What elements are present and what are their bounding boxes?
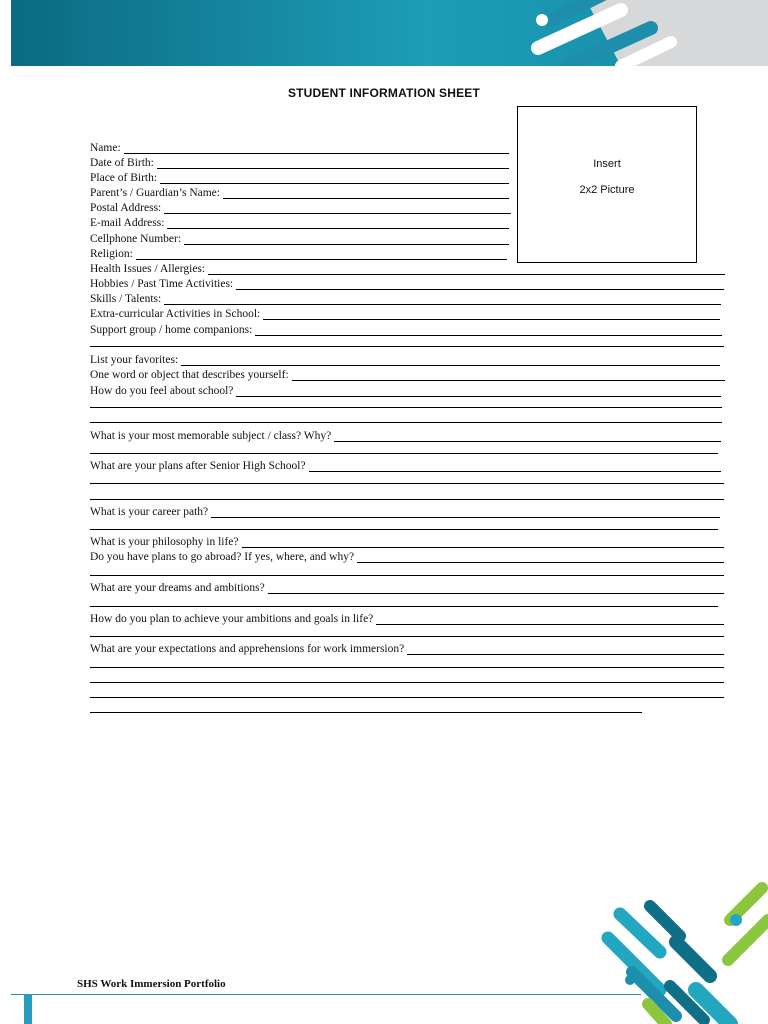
blank-line bbox=[124, 142, 509, 154]
blank-line bbox=[208, 263, 725, 275]
field-label: What are your dreams and ambitions? bbox=[90, 582, 265, 594]
field-support-group[interactable] bbox=[90, 322, 722, 336]
blank-line bbox=[223, 187, 509, 199]
field-label: Support group / home companions: bbox=[90, 324, 253, 336]
blank-line[interactable] bbox=[90, 499, 724, 500]
blank-line bbox=[255, 324, 722, 336]
field-guardian-name[interactable] bbox=[90, 185, 509, 199]
field-date-of-birth[interactable] bbox=[90, 155, 509, 169]
field-label: Postal Address: bbox=[90, 202, 162, 214]
blank-line bbox=[268, 582, 724, 594]
field-label: Health Issues / Allergies: bbox=[90, 263, 206, 275]
blank-line bbox=[167, 217, 509, 229]
field-expectations[interactable] bbox=[90, 641, 724, 655]
blank-line bbox=[242, 536, 724, 548]
blank-line[interactable] bbox=[90, 712, 642, 713]
blank-line bbox=[164, 293, 721, 305]
blank-line bbox=[236, 385, 721, 397]
field-health-issues[interactable] bbox=[90, 261, 725, 275]
field-memorable-subject[interactable] bbox=[90, 428, 721, 442]
photo-placeholder-line2: 2x2 Picture bbox=[579, 184, 635, 196]
blank-line bbox=[334, 430, 721, 442]
blank-line[interactable] bbox=[90, 667, 724, 668]
blank-line bbox=[164, 202, 511, 214]
blank-line bbox=[181, 354, 720, 366]
blank-line bbox=[376, 613, 724, 625]
field-name[interactable] bbox=[90, 140, 509, 154]
header-banner-graphic bbox=[11, 0, 768, 66]
field-label: Do you have plans to go abroad? If yes, where, and why? bbox=[90, 551, 355, 563]
blank-line[interactable] bbox=[90, 606, 718, 607]
field-label: Name: bbox=[90, 142, 121, 154]
blank-line[interactable] bbox=[90, 636, 724, 637]
field-label: How do you feel about school? bbox=[90, 385, 234, 397]
blank-line[interactable] bbox=[90, 682, 724, 683]
field-favorites[interactable] bbox=[90, 352, 720, 366]
field-label: What are your expectations and apprehensions for work immersion? bbox=[90, 643, 405, 655]
blank-line[interactable] bbox=[90, 346, 724, 347]
blank-line bbox=[211, 506, 720, 518]
blank-line[interactable] bbox=[90, 529, 718, 530]
footer-decoration-graphic bbox=[600, 880, 768, 1024]
blank-line[interactable] bbox=[90, 575, 724, 576]
photo-placeholder bbox=[517, 106, 697, 263]
field-label: What is your most memorable subject / class? Why? bbox=[90, 430, 332, 442]
field-label: One word or object that describes yourself: bbox=[90, 369, 289, 381]
field-religion[interactable] bbox=[90, 246, 507, 260]
blank-line bbox=[236, 278, 724, 290]
field-philosophy[interactable] bbox=[90, 534, 724, 548]
field-label: How do you plan to achieve your ambitions and goals in life? bbox=[90, 613, 374, 625]
blank-line[interactable] bbox=[90, 407, 722, 408]
field-cellphone-number[interactable] bbox=[90, 231, 509, 245]
field-place-of-birth[interactable] bbox=[90, 170, 509, 184]
blank-line bbox=[157, 157, 509, 169]
field-label: Date of Birth: bbox=[90, 157, 154, 169]
field-label: Place of Birth: bbox=[90, 172, 158, 184]
field-label: What is your philosophy in life? bbox=[90, 536, 239, 548]
field-label: What is your career path? bbox=[90, 506, 209, 518]
field-label: List your favorites: bbox=[90, 354, 179, 366]
field-postal-address[interactable] bbox=[90, 200, 511, 214]
field-extracurricular[interactable] bbox=[90, 306, 720, 320]
field-career-path[interactable] bbox=[90, 504, 720, 518]
blank-line[interactable] bbox=[90, 453, 718, 454]
blank-line[interactable] bbox=[90, 483, 724, 484]
field-dreams[interactable] bbox=[90, 580, 724, 594]
header-banner bbox=[11, 0, 768, 66]
field-label: Cellphone Number: bbox=[90, 233, 182, 245]
page-title: STUDENT INFORMATION SHEET bbox=[287, 86, 481, 100]
field-label: Religion: bbox=[90, 248, 133, 260]
footer-divider bbox=[11, 994, 641, 995]
field-label: Hobbies / Past Time Activities: bbox=[90, 278, 234, 290]
blank-line bbox=[407, 643, 724, 655]
blank-line bbox=[184, 233, 509, 245]
field-plans-after-shs[interactable] bbox=[90, 458, 721, 472]
field-label: Parent’s / Guardian’s Name: bbox=[90, 187, 220, 199]
photo-placeholder-line1: Insert bbox=[593, 158, 621, 170]
blank-line bbox=[263, 308, 720, 320]
field-skills[interactable] bbox=[90, 291, 721, 305]
blank-line bbox=[160, 172, 509, 184]
field-label: Skills / Talents: bbox=[90, 293, 162, 305]
footer-accent-bar bbox=[24, 994, 32, 1024]
field-email-address[interactable] bbox=[90, 215, 509, 229]
blank-line bbox=[357, 551, 724, 563]
field-label: What are your plans after Senior High School? bbox=[90, 460, 306, 472]
field-label: Extra-curricular Activities in School: bbox=[90, 308, 261, 320]
blank-line[interactable] bbox=[90, 422, 722, 423]
blank-line bbox=[136, 248, 507, 260]
field-describes-yourself[interactable] bbox=[90, 367, 725, 381]
blank-line bbox=[309, 460, 721, 472]
field-hobbies[interactable] bbox=[90, 276, 724, 290]
blank-line bbox=[292, 369, 725, 381]
footer-title: SHS Work Immersion Portfolio bbox=[77, 978, 226, 990]
blank-line[interactable] bbox=[90, 697, 724, 698]
field-go-abroad[interactable] bbox=[90, 549, 724, 563]
field-achieve-goals[interactable] bbox=[90, 611, 724, 625]
field-label: E-mail Address: bbox=[90, 217, 165, 229]
field-feel-about-school[interactable] bbox=[90, 383, 721, 397]
